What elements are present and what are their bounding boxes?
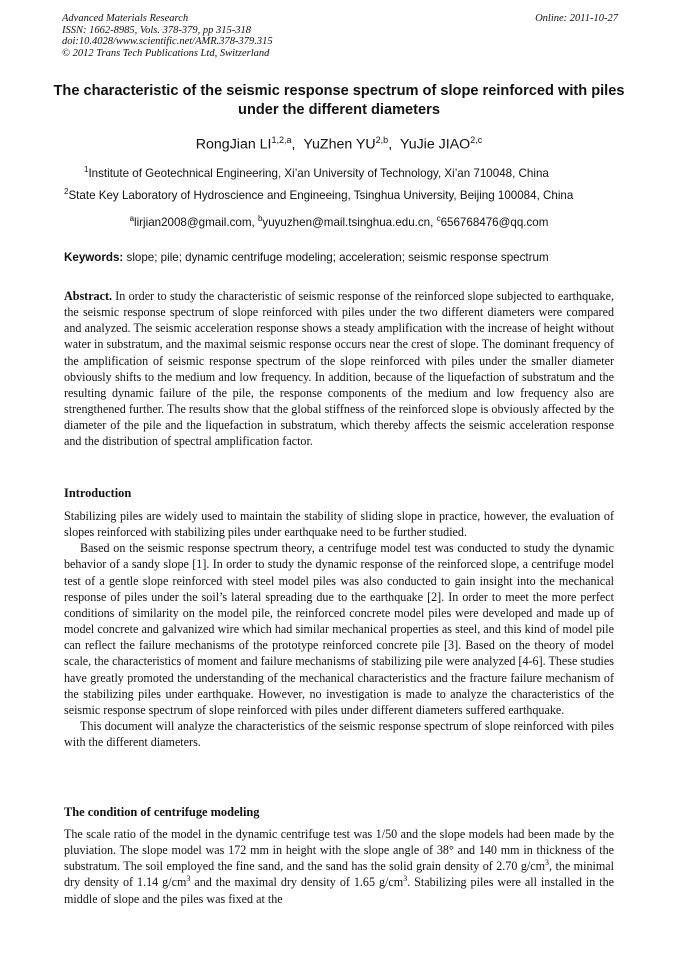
text-run: The scale ratio of the model in the dynamic centrifuge test was 1/50 and the slope models had been made by the pluviation. The slope model was 172 mm in height with the slope angle of 38° and 140 mm in thickness of the substratum. The soil employed the fine sand, and the sand has the solid grain density of 2.70 g/cm [64,827,614,874]
text-run: , the minimal dry density of 1.14 g/cm [64,859,614,890]
keywords [64,251,624,265]
centrifuge-body [64,826,614,907]
exponent: 3 [545,858,550,868]
keywords-label: Keywords: [64,251,124,264]
author-list: RongJian LI$^{1,2,a}$, YuZhen YU$^{2,b}$, YuJie JIAO$^{2,c}$ [195,135,483,153]
email-link[interactable]: lirjian2008@gmail.com [134,215,252,229]
introduction-heading: Introduction [64,486,132,500]
author-sup: 1,2,a [271,135,292,145]
paragraph: Based on the seismic response spectrum theory, a centrifuge model test was conducted to study the dynamic behavior of a sandy slope [1]. In order to study the dynamic response of the reinforced slope, a centrifuge model test of a gentle slope reinforced with steel model piles was also conducted to gain insight into the mechanical response of piles under the soil’s lateral spreading due to the earthquake [2]. In order to meet the more perfect conditions of similarity on the model pile, the reinforced concrete model piles were developed and made up of model concrete and galvanized wire which had similar mechanical properties as steel, and this kind of model pile can reflect the failure mechanisms of the prototype reinforced concrete pile [3]. Based on the theory of model scale, the characteristics of moment and failure mechanisms of stabilizing pile were analyzed [4-6]. These studies have greatly promoted the understanding of the mechanical characteristics and the fracture failure mechanism of the stabilizing piles under earthquake. However, no investigation is made to analyze the characteristics of the seismic response spectrum of slope reinforced with piles under different diameters suffered earthquake. [64,541,614,717]
author-sup: 2,c [470,135,483,145]
paragraph [64,826,614,907]
centrifuge-heading: The condition of centrifuge modeling [64,805,260,819]
journal-header [62,13,618,59]
affiliation-text: State Key Laboratory of Hydroscience and Engineeing, Tsinghua University, Beijing 100084, China [68,188,574,202]
paragraph: This document will analyze the characteristics of the seismic response spectrum of slope reinforced with piles with the different diameters. [64,719,614,750]
abstract-text: In order to study the characteristic of seismic response of the reinforced slope subjected to earthquake, the seismic response spectrum of slope reinforced with piles under the two different diameters were compared and analyzed. The seismic acceleration response shows a steady amplification with the increase of height without water in substratum, and the maximal seismic response occurs near the crest of slope. The dominant frequency of the amplification of seismic response spectrum of the slope reinforced with piles under the smaller diameter obviously shifts to the medium and low frequency. In addition, because of the liquefaction of substratum and the resulting dynamic failure of the pile, the response components of the medium and low frequency also are strengthened further. The results show that the global stiffness of the reinforced slope is obviously affected by the diameter of the pile and the liquefaction in substratum, which thereby affects the seismic acceleration response and the distribution of spectral amplification factor. [64,289,614,449]
abstract [64,288,614,450]
copyright-line: © 2012 Trans Tech Publications Ltd, Switzerland [62,47,270,59]
affiliation-text: Institute of Geotechnical Engineering, Xi’an University of Technology, Xi’an 710048, China [88,166,549,180]
keywords-text: slope; pile; dynamic centrifuge modeling; acceleration; seismic response spectrum [126,251,549,264]
author-name: RongJian LI [195,136,272,153]
paragraph: Stabilizing piles are widely used to maintain the stability of sliding slope in practice, however, the evaluation of slopes reinforced with stabilizing piles under earthquake need to be further studied. [64,509,614,540]
exponent: 3 [403,874,408,884]
text-run: . Stabilizing piles were all installed in the middle of slope and the piles was fixed at the [64,875,614,906]
email-link[interactable]: yuyuzhen@mail.tsinghua.edu.cn [262,215,431,229]
affiliation-num: 1 [84,165,89,174]
text-run: and the maximal dry density of 1.65 g/cm [190,875,404,890]
abstract-label: Abstract. [64,289,113,303]
email-sup: b [257,214,263,223]
journal-name: Advanced Materials Research [62,13,189,24]
online-date: Online: 2011-10-27 [535,13,618,24]
affiliation-1 [84,163,549,181]
affiliation-num: 2 [64,187,69,196]
author-name: YuZhen YU [303,136,376,153]
paper-title: The characteristic of the seismic response spectrum of slope reinforced with piles under the different diameters [53,83,625,118]
author-name: YuJie JIAO [400,136,471,153]
issn-line: ISSN: 1662-8985, Vols. 378-379, pp 315-318 [62,24,251,36]
email-sup: a [129,214,135,223]
email-link[interactable]: 656768476@qq.com [440,215,549,229]
email-list: $^a$lirjian2008@gmail.com, $^b$yuyuzhen@mail.tsinghua.edu.cn, $^c$656768476@qq.com [129,214,549,229]
author-sup: 2,b [375,135,389,145]
email-sup: c [436,214,441,223]
affiliation-2 [64,185,573,203]
exponent: 3 [186,874,191,884]
doi-line: doi:10.4028/www.scientific.net/AMR.378-379.315 [62,36,273,48]
introduction-body [64,508,614,750]
